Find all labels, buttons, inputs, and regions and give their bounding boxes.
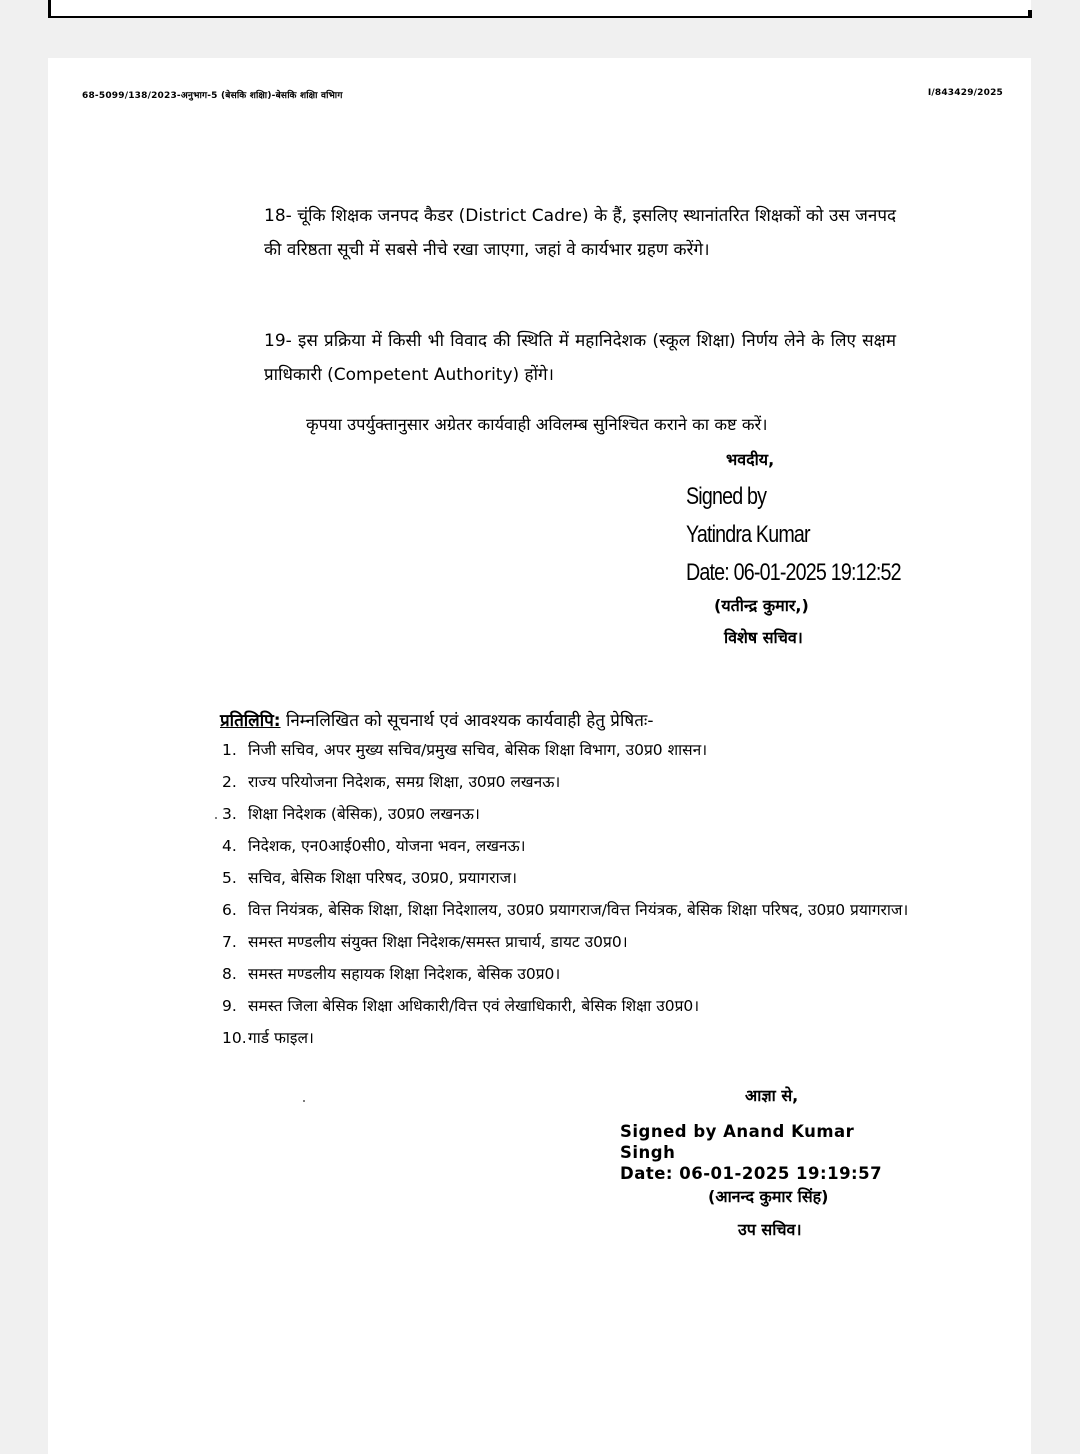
list-item xyxy=(222,1022,912,1054)
item-text: निदेशक, एन0आई0सी0, योजना भवन, लखनऊ। xyxy=(248,837,526,855)
item-number: 7. xyxy=(222,933,237,951)
signer-designation: उप सचिव। xyxy=(738,1220,802,1239)
scan-speck xyxy=(303,1100,305,1102)
item-number: 8. xyxy=(222,965,237,983)
item-number: 2. xyxy=(222,773,237,791)
copy-to-list xyxy=(222,734,912,1054)
by-order-line: आज्ञा से, xyxy=(745,1086,799,1105)
previous-page-corner xyxy=(1028,10,1032,18)
copy-to-intro: निम्नलिखित को सूचनार्थ एवं आवश्यक कार्यवाही हेतु प्रेषितः- xyxy=(280,711,654,731)
list-item xyxy=(222,894,912,926)
signer-name-hindi: (आनन्द कुमार सिंह) xyxy=(708,1187,829,1206)
item-text: निजी सचिव, अपर मुख्य सचिव/प्रमुख सचिव, बेसिक शिक्षा विभाग, उ0प्र0 शासन। xyxy=(248,741,708,759)
list-item xyxy=(222,862,912,894)
item-text: वित्त नियंत्रक, बेसिक शिक्षा, शिक्षा निदेशालय, उ0प्र0 प्रयागराज/वित्त नियंत्रक, बेसिक शिक्षा परिषद, उ0प्र0 प्रयागराज। xyxy=(248,901,909,919)
signed-by-line-1: Signed by Anand Kumar xyxy=(620,1122,855,1141)
item-number: 1. xyxy=(222,741,237,759)
item-number: 9. xyxy=(222,997,237,1015)
signed-by-label: Signed by xyxy=(686,483,767,510)
file-reference-number: 68-5099/138/2023-अनुभाग-5 (बेसकि शक्षिा)-बेसकि शक्षिा वभिाग xyxy=(82,91,343,101)
item-text: समस्त मण्डलीय संयुक्त शिक्षा निदेशक/समस्त प्राचार्य, डायट उ0प्र0। xyxy=(248,933,628,951)
list-item xyxy=(222,830,912,862)
signed-by-line-2: Singh xyxy=(620,1143,676,1162)
paragraph-19: 19- इस प्रक्रिया में किसी भी विवाद की स्थिति में महानिदेशक (स्कूल शिक्षा) निर्णय लेने के लिए सक्षम प्राधिकारी (Competent Authority) होंगे। xyxy=(264,331,896,385)
item-text: समस्त जिला बेसिक शिक्षा अधिकारी/वित्त एवं लेखाधिकारी, बेसिक शिक्षा उ0प्र0। xyxy=(248,997,700,1015)
item-text: राज्य परियोजना निदेशक, समग्र शिक्षा, उ0प्र0 लखनऊ। xyxy=(248,773,561,791)
item-number: 5. xyxy=(222,869,237,887)
signature-date: Date: 06-01-2025 19:19:57 xyxy=(620,1164,883,1183)
item-text: सचिव, बेसिक शिक्षा परिषद, उ0प्र0, प्रयागराज। xyxy=(248,869,517,887)
list-item xyxy=(222,734,912,766)
digital-signature-2 xyxy=(620,1121,990,1184)
list-item xyxy=(222,926,912,958)
signer-name: Yatindra Kumar xyxy=(686,521,810,548)
previous-page-edge xyxy=(48,0,1031,18)
list-item xyxy=(222,766,912,798)
scan-speck xyxy=(215,817,217,819)
request-line: कृपया उपर्युक्तानुसार अग्रेतर कार्यवाही अविलम्ब सुनिश्चित कराने का कष्ट करें। xyxy=(306,415,768,434)
signature-date: Date: 06-01-2025 19:12:52 xyxy=(686,559,901,586)
copy-to-heading xyxy=(220,708,653,731)
list-item xyxy=(222,958,912,990)
closing-salutation: भवदीय, xyxy=(726,450,775,469)
item-number: 6. xyxy=(222,901,237,919)
list-item xyxy=(222,798,912,830)
item-number: 3. xyxy=(222,805,237,823)
item-number: 4. xyxy=(222,837,237,855)
item-text: समस्त मण्डलीय सहायक शिक्षा निदेशक, बेसिक उ0प्र0। xyxy=(248,965,561,983)
signer-designation: विशेष सचिव। xyxy=(724,628,803,647)
item-text: गार्ड फाइल। xyxy=(248,1029,314,1047)
paragraph-18: 18- चूंकि शिक्षक जनपद कैडर (District Cadre) के हैं, इसलिए स्थानांतरित शिक्षकों को उस जनपद की वरिष्ठता सूची में सबसे नीचे रखा जाएगा, जहां वे कार्यभार ग्रहण करेंगे। xyxy=(264,206,896,260)
document-id: I/843429/2025 xyxy=(927,88,1003,98)
copy-to-label: प्रतिलिपि: xyxy=(220,711,281,731)
document-page xyxy=(48,58,1031,1454)
signer-name-hindi: (यतीन्द्र कुमार,) xyxy=(714,596,809,615)
digital-signature-1 xyxy=(686,478,901,592)
list-item xyxy=(222,990,912,1022)
item-text: शिक्षा निदेशक (बेसिक), उ0प्र0 लखनऊ। xyxy=(248,805,480,823)
item-number: 10. xyxy=(222,1029,247,1047)
